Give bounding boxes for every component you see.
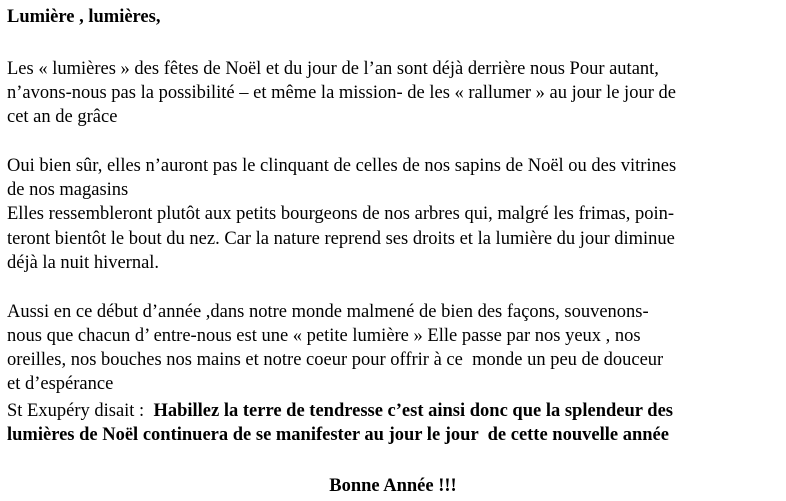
paragraph-2-line-5: déjà la nuit hivernal.	[7, 253, 160, 273]
paragraph-2-line-2: de nos magasins	[7, 180, 129, 200]
paragraph-2-line-3: Elles ressembleront plutôt aux petits bourgeons de nos arbres qui, malgré les frimas, poin-	[7, 204, 675, 224]
paragraph-2-line-1: Oui bien sûr, elles n’auront pas le clinquant de celles de nos sapins de Noël ou des vitrines	[7, 156, 677, 176]
paragraph-3-line-1: Aussi en ce début d’année ,dans notre monde malmené de bien des façons, souvenons-	[7, 302, 649, 322]
paragraph-1-line-3: cet an de grâce	[7, 107, 118, 127]
paragraph-3-line-3: oreilles, nos bouches nos mains et notre coeur pour offrir à ce monde un peu de douceur	[7, 350, 664, 370]
closing-greeting: Bonne Année !!!	[329, 476, 457, 496]
quote-line-1	[7, 399, 673, 423]
paragraph-2-line-4: teront bientôt le bout du nez. Car la nature reprend ses droits et la lumière du jour diminue	[7, 229, 675, 249]
quote-intro: St Exupéry disait :	[7, 401, 154, 421]
paragraph-1-line-2: n’avons-nous pas la possibilité – et même la mission- de les « rallumer » au jour le jour de	[7, 83, 676, 103]
paragraph-3-line-2: nous que chacun d’ entre-nous est une « petite lumière » Elle passe par nos yeux , nos	[7, 326, 641, 346]
quote-line-2: lumières de Noël continuera de se manifester au jour le jour de cette nouvelle année	[7, 425, 669, 445]
paragraph-1-line-1: Les « lumières » des fêtes de Noël et du jour de l’an sont déjà derrière nous Pour autant,	[7, 59, 659, 79]
document-title: Lumière , lumières,	[7, 7, 161, 27]
quote-text-1: Habillez la terre de tendresse c’est ainsi donc que la splendeur des	[153, 401, 673, 421]
paragraph-3-line-4: et d’espérance	[7, 374, 114, 394]
